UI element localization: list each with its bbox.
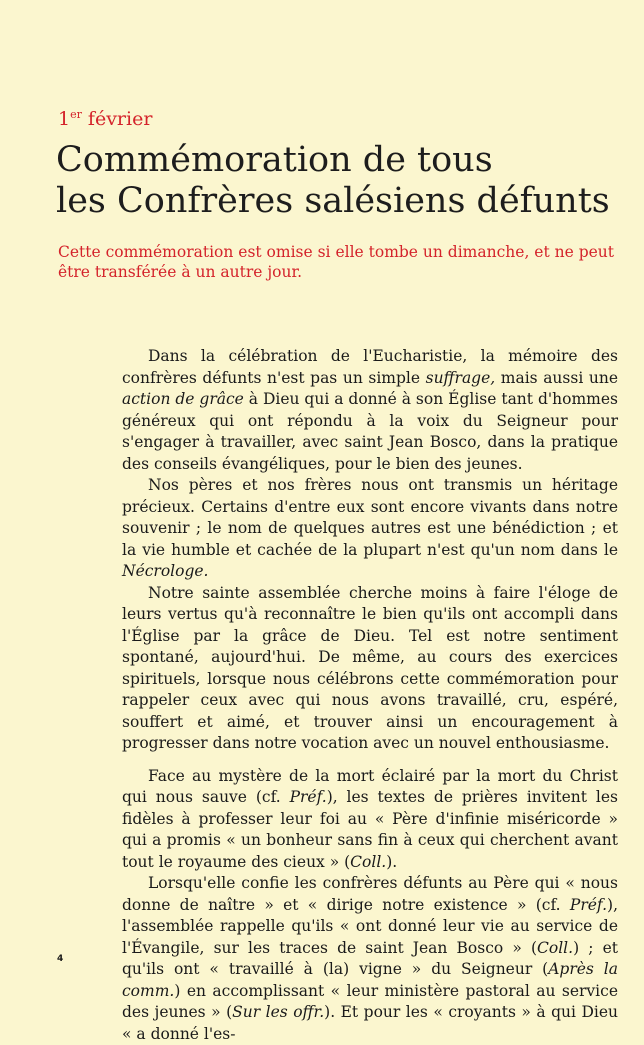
text-run: Notre sainte assemblée cherche moins à faire l'éloge de leurs vertus qu'à reconnaître le bien qu'ils ont accompli dans l'Église par la grâce de Dieu. Tel est notre sentiment spontané, aujourd'hui. De même, au cours des exercices spirituels, lorsque nous célébrons cette commémoration pour rappeler ceux avec qui nous avons travaillé, cru, espéré, souffert et aimé, et trouver ainsi un encouragement à progresser dans notre vocation avec un nouvel enthousiasme. (122, 583, 618, 752)
rubric-note: Cette commémoration est omise si elle tombe un dimanche, et ne peut être transférée à un autre jour. (58, 243, 615, 281)
text-run: Nos pères et nos frères nous ont transmis un héritage précieux. Certains d'entre eux sont encore vivants dans notre souvenir ; le nom de quelques autres est une bénédiction ; et la vie humble et cachée de la plupart n'est qu'un nom dans le (122, 476, 618, 559)
italic-run: Préf. (569, 895, 608, 914)
paragraph-5 (122, 873, 618, 1045)
text-run: ). (386, 852, 398, 871)
italic-run: Nécrologe. (122, 562, 209, 580)
text-run: Lorsqu'elle confie les confrères défunts au Père qui « nous donne de naître » et « dirige notre existence » (cf. (122, 874, 618, 914)
italic-run: Coll. (350, 852, 387, 871)
italic-run: Sur les offr. (232, 1003, 325, 1021)
page-title (56, 140, 626, 222)
text-run: mais aussi une (495, 368, 618, 387)
paragraph-4 (122, 766, 618, 874)
text-run: ), les textes de prières invitent les fidèles à professer leur foi au « Père d'infinie miséricorde » qui a promis « un bonheur sans fin à ceux qui cherchent avant tout le royaume des cieux » ( (122, 788, 618, 871)
text-run: ) en accomplissant « leur ministère pastoral au service des jeunes » ( (122, 981, 618, 1021)
body-text (122, 346, 618, 1045)
title-line-2: les Confrères salésiens défunts (56, 181, 610, 221)
italic-run: suffrage, (425, 368, 496, 387)
italic-run: Coll. (537, 938, 574, 957)
date-day: 1 (58, 108, 71, 130)
text-run: Face au mystère de la mort éclairé par la mort du Christ qui nous sauve (cf. (122, 766, 618, 806)
paragraph-3 (122, 583, 618, 755)
text-run: ), l'assemblée rappelle qu'ils « ont donné leur vie au service de l'Évangile, sur les traces de saint Jean Bosco » ( (122, 895, 618, 957)
text-run: ) ; et qu'ils ont « travaillé à (la) vigne » du Seigneur ( (122, 938, 618, 978)
text-run: à Dieu qui a donné à son Église tant d'hommes généreux qui ont répondu à la voix du Seigneur pour s'engager à travailler, avec saint Jean Bosco, dans la pratique des conseils évangéliques, pour le bien des jeunes. (122, 390, 618, 473)
date-superscript: er (70, 108, 82, 121)
date-month: février (87, 108, 153, 130)
italic-run: Préf. (289, 788, 327, 806)
date-heading (58, 108, 152, 130)
page-number: 4 (57, 954, 64, 964)
italic-run: action de grâce (122, 390, 244, 408)
title-line-1: Commémoration de tous (56, 140, 493, 180)
italic-run: Après la comm. (122, 960, 618, 1000)
paragraph-2 (122, 475, 618, 583)
text-run: ). Et pour les « croyants » à qui Dieu « a donné l'es- (122, 1003, 618, 1043)
text-run: Dans la célébration de l'Eucharistie, la mémoire des confrères défunts n'est pas un simple (122, 347, 618, 387)
paragraph-1 (122, 346, 618, 475)
